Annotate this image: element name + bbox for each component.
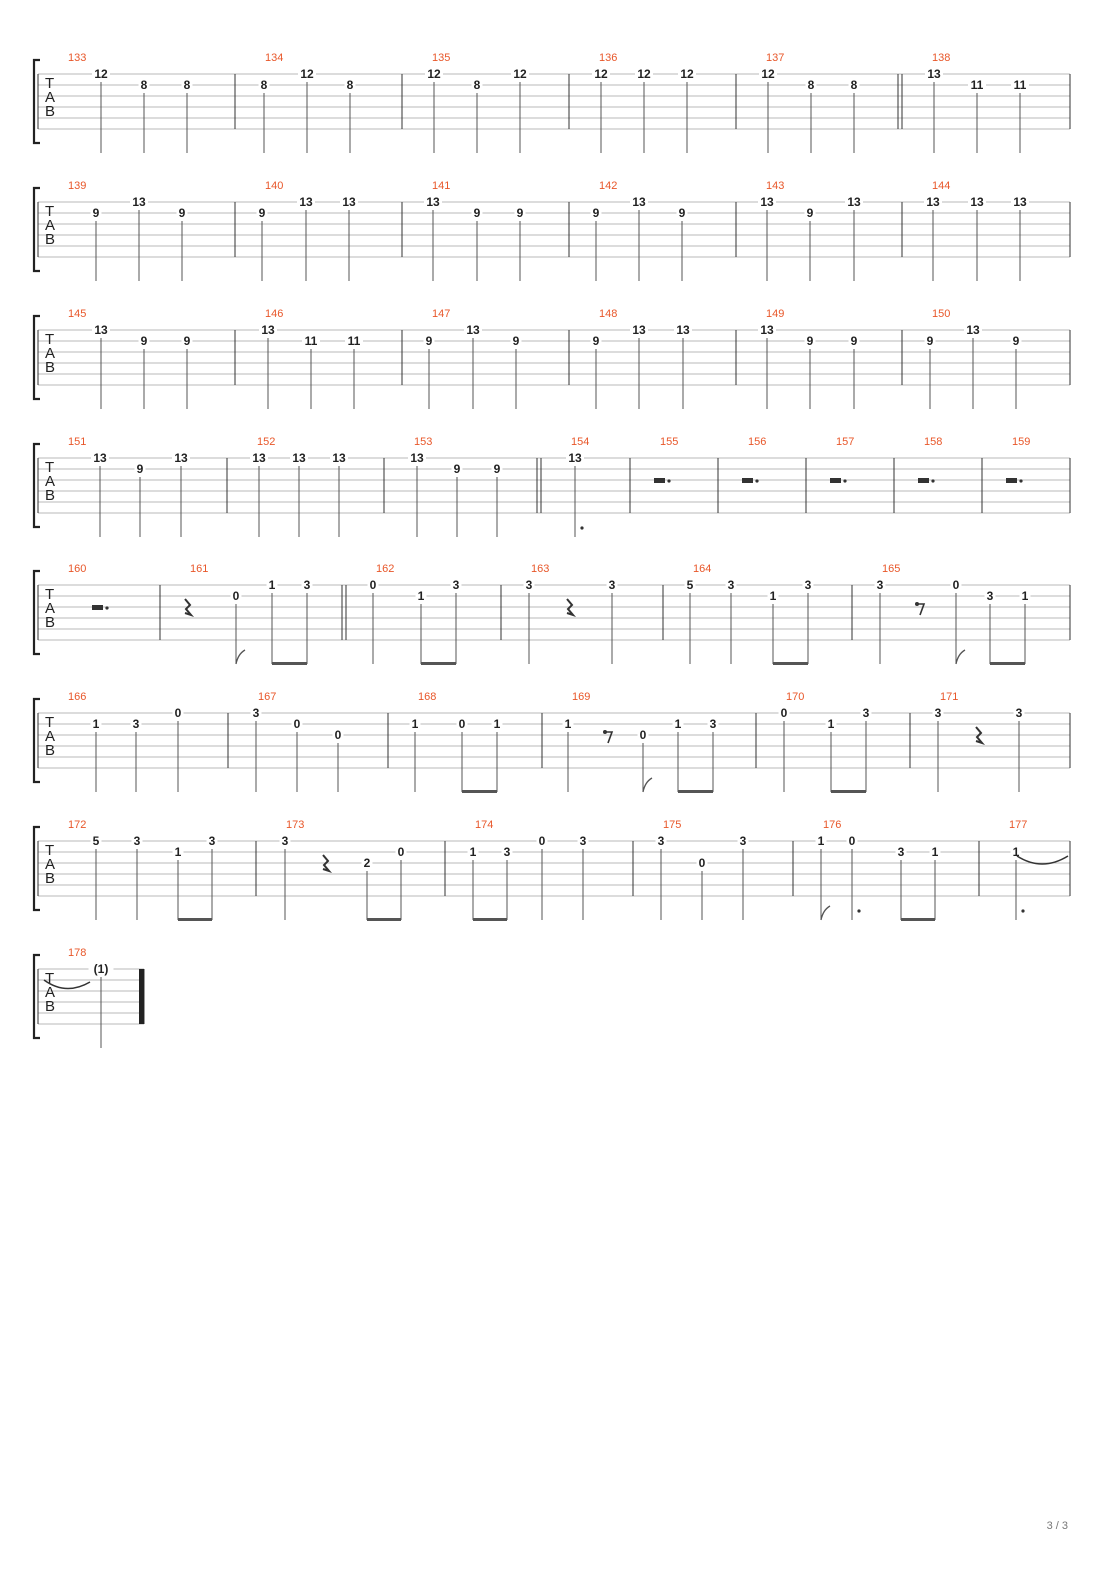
fret-number: 13 <box>926 195 940 209</box>
fret-number: 0 <box>698 856 706 870</box>
fret-number: 11 <box>970 78 984 92</box>
fret-number: 13 <box>174 451 188 465</box>
tab-clef-letter: T <box>45 714 55 731</box>
note-beam <box>773 662 808 665</box>
fret-number: 1 <box>92 717 100 731</box>
fret-number: 12 <box>300 67 314 81</box>
tab-clef-letter: A <box>45 89 56 106</box>
fret-number: 9 <box>473 206 481 220</box>
measure-number: 166 <box>68 691 87 703</box>
fret-number: 9 <box>178 206 186 220</box>
fret-number: 13 <box>847 195 861 209</box>
fret-number: 13 <box>410 451 424 465</box>
fret-number: 0 <box>538 834 546 848</box>
measure-number: 174 <box>475 819 494 831</box>
eighth-rest-head <box>915 602 919 606</box>
fret-number: 8 <box>473 78 481 92</box>
fret-number: 0 <box>458 717 466 731</box>
measure-number: 152 <box>257 436 276 448</box>
fret-number: 3 <box>281 834 289 848</box>
fret-number: 3 <box>986 589 994 603</box>
fret-number: 0 <box>639 728 647 742</box>
fret-number: 9 <box>806 334 814 348</box>
fret-number: 1 <box>411 717 419 731</box>
fret-number: 0 <box>293 717 301 731</box>
measure-number: 158 <box>924 436 943 448</box>
fret-number: 0 <box>174 706 182 720</box>
fret-number: 3 <box>897 845 905 859</box>
fret-number: 13 <box>632 195 646 209</box>
measure-number: 157 <box>836 436 855 448</box>
final-barline <box>139 969 144 1024</box>
measure-number: 162 <box>376 563 395 575</box>
fret-number: 13 <box>252 451 266 465</box>
measure-number: 146 <box>265 308 284 320</box>
system-bracket <box>34 955 40 1038</box>
fret-number: 3 <box>709 717 717 731</box>
half-rest <box>742 478 753 483</box>
note-flag <box>236 650 245 664</box>
tab-clef-letter: A <box>45 856 56 873</box>
rest-dot <box>755 479 758 482</box>
fret-number: 5 <box>686 578 694 592</box>
system-bracket <box>34 571 40 654</box>
fret-number: 9 <box>92 206 100 220</box>
system-bracket <box>34 827 40 910</box>
fret-number: 13 <box>1013 195 1027 209</box>
note-flag <box>956 650 965 664</box>
fret-number: 3 <box>303 578 311 592</box>
fret-number: 1 <box>564 717 572 731</box>
measure-number: 151 <box>68 436 87 448</box>
fret-number: 1 <box>174 845 182 859</box>
tab-clef-letter: B <box>45 742 56 759</box>
fret-number: 1 <box>469 845 477 859</box>
fret-number: 12 <box>680 67 694 81</box>
note-beam <box>367 918 401 921</box>
half-rest <box>654 478 665 483</box>
note-flag <box>643 778 652 792</box>
note-beam <box>462 790 497 793</box>
fret-number: 1 <box>931 845 939 859</box>
rest-dot <box>843 479 846 482</box>
measure-number: 164 <box>693 563 712 575</box>
measure-number: 142 <box>599 180 618 192</box>
system-bracket <box>34 60 40 143</box>
measure-number: 138 <box>932 52 951 64</box>
fret-number: 3 <box>579 834 587 848</box>
fret-number: 1 <box>1012 845 1020 859</box>
fret-number: 12 <box>637 67 651 81</box>
measure-number: 148 <box>599 308 618 320</box>
fret-number: 5 <box>92 834 100 848</box>
fret-number: 1 <box>827 717 835 731</box>
fret-number: 3 <box>132 717 140 731</box>
fret-number: 0 <box>334 728 342 742</box>
tab-clef-letter: B <box>45 998 56 1015</box>
measure-number: 135 <box>432 52 451 64</box>
measure-number: 153 <box>414 436 433 448</box>
fret-number: 3 <box>252 706 260 720</box>
fret-number: 9 <box>850 334 858 348</box>
fret-number: 9 <box>493 462 501 476</box>
fret-number: 9 <box>678 206 686 220</box>
fret-number: 12 <box>94 67 108 81</box>
tab-clef-letter: A <box>45 600 56 617</box>
measure-number: 154 <box>571 436 590 448</box>
system-bracket <box>34 316 40 399</box>
rest-dot <box>667 479 670 482</box>
fret-number: 13 <box>93 451 107 465</box>
measure-number: 149 <box>766 308 785 320</box>
tab-clef-letter: B <box>45 614 56 631</box>
fret-number: 3 <box>657 834 665 848</box>
fret-number: 3 <box>1015 706 1023 720</box>
fret-number: 1 <box>268 578 276 592</box>
measure-number: 167 <box>258 691 277 703</box>
fret-number: 0 <box>952 578 960 592</box>
tab-clef-letter: B <box>45 231 56 248</box>
fret-number: 3 <box>804 578 812 592</box>
measure-number: 169 <box>572 691 591 703</box>
fret-number: 12 <box>594 67 608 81</box>
fret-number: 3 <box>739 834 747 848</box>
measure-number: 156 <box>748 436 767 448</box>
fret-number: 13 <box>676 323 690 337</box>
tab-clef-letter: T <box>45 459 55 476</box>
fret-number: 3 <box>876 578 884 592</box>
fret-number: 1 <box>1021 589 1029 603</box>
note-flag <box>821 906 830 920</box>
system-bracket <box>34 188 40 271</box>
measure-number: 155 <box>660 436 679 448</box>
fret-number: 9 <box>140 334 148 348</box>
fret-number: 9 <box>806 206 814 220</box>
measure-number: 134 <box>265 52 284 64</box>
measure-number: 163 <box>531 563 550 575</box>
fret-number: 3 <box>503 845 511 859</box>
rest-dot <box>105 606 108 609</box>
measure-number: 177 <box>1009 819 1028 831</box>
fret-number: (1) <box>93 962 109 976</box>
tab-clef-letter: B <box>45 487 56 504</box>
dot-mark <box>857 909 860 912</box>
fret-number: 13 <box>966 323 980 337</box>
fret-number: 11 <box>1013 78 1027 92</box>
note-beam <box>421 662 456 665</box>
tab-clef-letter: B <box>45 870 56 887</box>
tab-clef-letter: T <box>45 331 55 348</box>
fret-number: 13 <box>970 195 984 209</box>
fret-number: 8 <box>807 78 815 92</box>
fret-number: 8 <box>183 78 191 92</box>
fret-number: 13 <box>466 323 480 337</box>
note-beam <box>272 662 307 665</box>
fret-number: 9 <box>592 334 600 348</box>
fret-number: 9 <box>516 206 524 220</box>
fret-number: 13 <box>261 323 275 337</box>
tab-clef-letter: B <box>45 103 56 120</box>
fret-number: 0 <box>232 589 240 603</box>
measure-number: 150 <box>932 308 951 320</box>
fret-number: 3 <box>608 578 616 592</box>
measure-number: 144 <box>932 180 951 192</box>
measure-number: 172 <box>68 819 87 831</box>
dot-mark <box>1021 909 1024 912</box>
note-beam <box>178 918 212 921</box>
fret-number: 12 <box>427 67 441 81</box>
fret-number: 11 <box>347 334 361 348</box>
fret-number: 13 <box>426 195 440 209</box>
fret-number: 1 <box>417 589 425 603</box>
fret-number: 9 <box>453 462 461 476</box>
fret-number: 3 <box>727 578 735 592</box>
page-number: 3 / 3 <box>1046 1520 1068 1532</box>
tab-clef-letter: A <box>45 473 56 490</box>
fret-number: 0 <box>397 845 405 859</box>
half-rest <box>1006 478 1017 483</box>
tab-clef-letter: T <box>45 203 55 220</box>
tab-clef-letter: B <box>45 359 56 376</box>
tab-clef-letter: A <box>45 217 56 234</box>
fret-number: 3 <box>862 706 870 720</box>
note-beam <box>901 918 935 921</box>
fret-number: 3 <box>208 834 216 848</box>
note-beam <box>831 790 866 793</box>
fret-number: 0 <box>848 834 856 848</box>
measure-number: 168 <box>418 691 437 703</box>
fret-number: 9 <box>1012 334 1020 348</box>
fret-number: 8 <box>850 78 858 92</box>
fret-number: 0 <box>780 706 788 720</box>
tab-clef-letter: T <box>45 586 55 603</box>
fret-number: 9 <box>592 206 600 220</box>
measure-number: 178 <box>68 947 87 959</box>
half-rest <box>92 605 103 610</box>
dot-mark <box>580 526 583 529</box>
fret-number: 11 <box>304 334 318 348</box>
fret-number: 13 <box>94 323 108 337</box>
measure-number: 139 <box>68 180 87 192</box>
eighth-rest-head <box>603 730 607 734</box>
fret-number: 1 <box>674 717 682 731</box>
fret-number: 2 <box>363 856 371 870</box>
tab-clef-letter: T <box>45 970 55 987</box>
tab-clef-letter: T <box>45 75 55 92</box>
measure-number: 171 <box>940 691 959 703</box>
fret-number: 13 <box>299 195 313 209</box>
measure-number: 140 <box>265 180 284 192</box>
fret-number: 9 <box>258 206 266 220</box>
fret-number: 3 <box>452 578 460 592</box>
fret-number: 8 <box>260 78 268 92</box>
note-beam <box>473 918 507 921</box>
fret-number: 0 <box>369 578 377 592</box>
measure-number: 173 <box>286 819 305 831</box>
fret-number: 13 <box>342 195 356 209</box>
fret-number: 9 <box>425 334 433 348</box>
half-rest <box>918 478 929 483</box>
fret-number: 1 <box>769 589 777 603</box>
fret-number: 3 <box>525 578 533 592</box>
measure-number: 145 <box>68 308 87 320</box>
fret-number: 13 <box>632 323 646 337</box>
fret-number: 13 <box>568 451 582 465</box>
tab-clef-letter: A <box>45 345 56 362</box>
measure-number: 143 <box>766 180 785 192</box>
fret-number: 12 <box>761 67 775 81</box>
measure-number: 175 <box>663 819 682 831</box>
measure-number: 161 <box>190 563 209 575</box>
fret-number: 3 <box>133 834 141 848</box>
note-beam <box>990 662 1025 665</box>
fret-number: 13 <box>332 451 346 465</box>
system-bracket <box>34 699 40 782</box>
fret-number: 8 <box>140 78 148 92</box>
fret-number: 9 <box>512 334 520 348</box>
tab-clef-letter: T <box>45 842 55 859</box>
fret-number: 9 <box>136 462 144 476</box>
tab-clef-letter: A <box>45 728 56 745</box>
measure-number: 176 <box>823 819 842 831</box>
fret-number: 13 <box>292 451 306 465</box>
measure-number: 136 <box>599 52 618 64</box>
fret-number: 8 <box>346 78 354 92</box>
measure-number: 141 <box>432 180 451 192</box>
fret-number: 1 <box>817 834 825 848</box>
tab-clef-letter: A <box>45 984 56 1001</box>
fret-number: 12 <box>513 67 527 81</box>
fret-number: 9 <box>926 334 934 348</box>
rest-dot <box>1019 479 1022 482</box>
fret-number: 13 <box>760 195 774 209</box>
measure-number: 147 <box>432 308 451 320</box>
measure-number: 133 <box>68 52 87 64</box>
fret-number: 1 <box>493 717 501 731</box>
rest-dot <box>931 479 934 482</box>
measure-number: 159 <box>1012 436 1031 448</box>
half-rest <box>830 478 841 483</box>
fret-number: 3 <box>934 706 942 720</box>
fret-number: 9 <box>183 334 191 348</box>
note-beam <box>678 790 713 793</box>
fret-number: 13 <box>927 67 941 81</box>
measure-number: 170 <box>786 691 805 703</box>
measure-number: 160 <box>68 563 87 575</box>
fret-number: 13 <box>132 195 146 209</box>
fret-number: 13 <box>760 323 774 337</box>
measure-number: 165 <box>882 563 901 575</box>
measure-number: 137 <box>766 52 785 64</box>
system-bracket <box>34 444 40 527</box>
